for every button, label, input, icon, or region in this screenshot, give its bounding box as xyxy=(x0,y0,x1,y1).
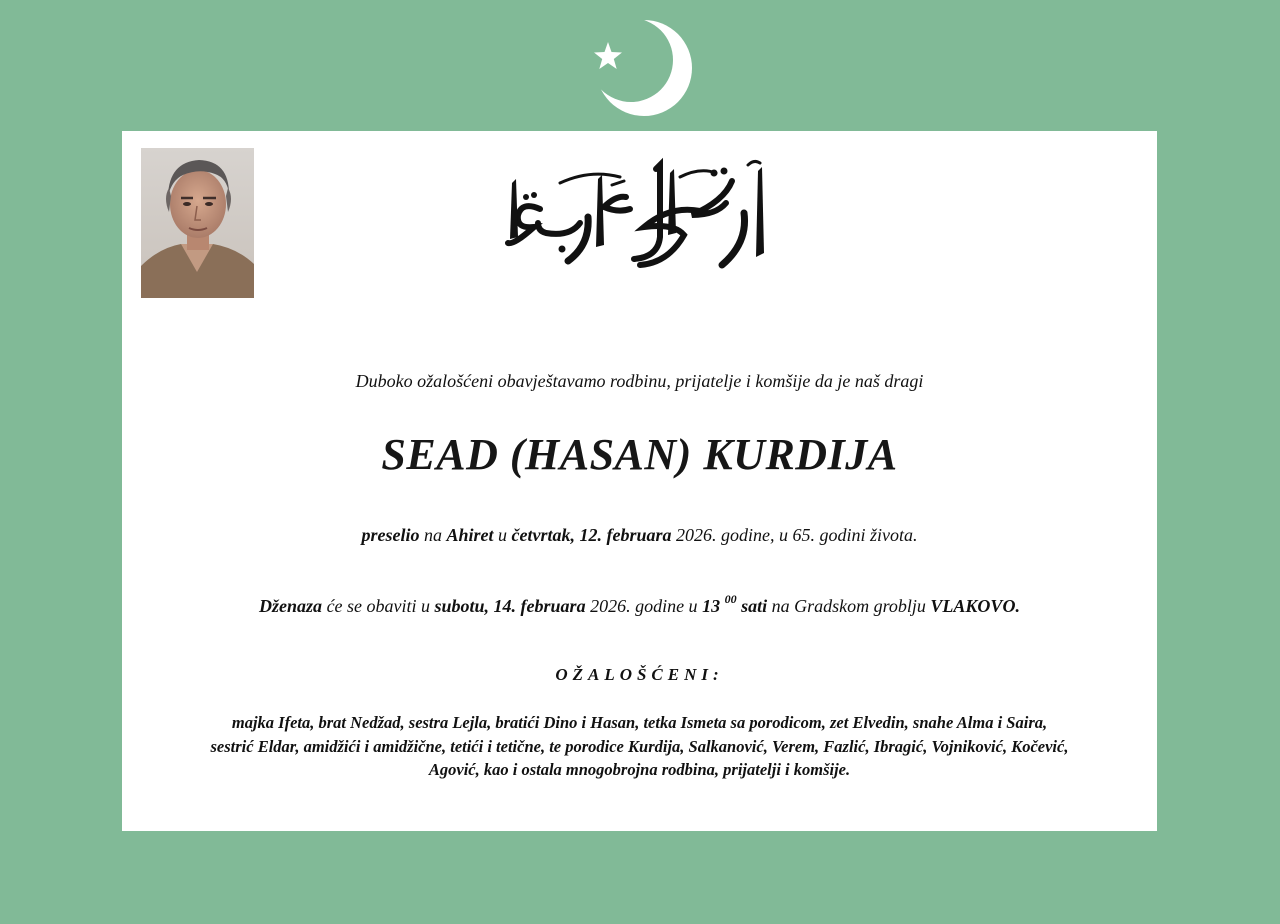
passed-verb: preselio xyxy=(361,525,420,545)
obituary-card xyxy=(122,131,1157,831)
cemetery-name: VLAKOVO. xyxy=(930,596,1020,616)
funeral-minutes: 00 xyxy=(724,592,737,606)
deceased-name: SEAD (HASAN) KURDIJA xyxy=(381,430,898,479)
intro-text: Duboko ožalošćeni obavještavamo rodbinu, prijatelje i komšije da je naš dragi xyxy=(355,371,924,391)
passed-text-1: na xyxy=(419,525,447,545)
passed-text-2: u xyxy=(493,525,512,545)
crescent-star-icon xyxy=(586,16,696,120)
funeral-hour: 13 xyxy=(702,596,721,616)
funeral-date: subotu, 14. februara xyxy=(434,596,586,616)
mourners-line: sestrić Eldar, amidžići i amidžične, tetići i tetične, te porodice Kurdija, Salkanović, Verem, Fazlić, Ibragić, Vojniković, Kočević, xyxy=(210,736,1069,756)
mourners-list xyxy=(122,711,1157,782)
mourners-heading: OŽALOŠĆENI: xyxy=(555,665,724,684)
passed-text-3: 2026. godine, u 65. godini života. xyxy=(671,525,918,545)
funeral-sati: sati xyxy=(741,596,768,616)
janaza-text-2: 2026. godine u xyxy=(585,596,703,616)
janaza-text-3: na Gradskom groblju xyxy=(767,596,931,616)
passed-place: Ahiret xyxy=(446,525,494,545)
janaza-word: Dženaza xyxy=(259,596,323,616)
portrait-photo xyxy=(141,148,254,298)
funeral-notice-line xyxy=(122,594,1157,617)
arabic-calligraphy xyxy=(500,153,780,293)
mourners-line: Agović, kao i ostala mnogobrojna rodbina, prijatelji i komšije. xyxy=(428,760,851,779)
death-date: četvrtak, 12. februara xyxy=(511,525,672,545)
mourners-line: majka Ifeta, brat Nedžad, sestra Lejla, bratići Dino i Hasan, tetka Ismeta sa porodicom, zet Elvedin, snahe Alma i Saira, xyxy=(231,713,1048,732)
death-notice-line xyxy=(122,525,1157,546)
janaza-text-1: će se obaviti u xyxy=(322,596,435,616)
